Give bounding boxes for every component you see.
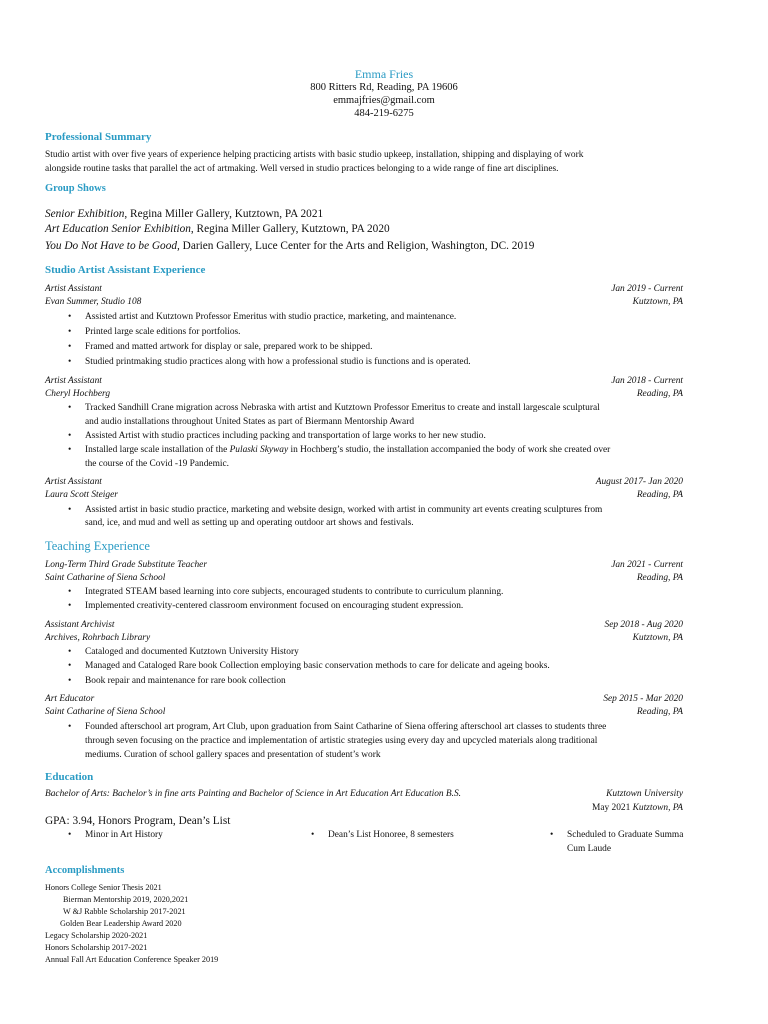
graduation-date: May 2021	[592, 803, 631, 813]
job-employer: Evan Summer, Studio 108	[45, 297, 142, 307]
bullet-text: Assisted artist in basic studio practice, marketing and website design, worked with artist in community art events creating sculptures from	[85, 505, 603, 515]
bullet-icon: •	[68, 327, 72, 337]
job-title: Art Educator	[45, 694, 95, 704]
bullet-text: Dean’s List Honoree, 8 semesters	[328, 830, 454, 840]
job-location: Reading, PA	[636, 490, 683, 500]
bullet-icon: •	[550, 830, 554, 840]
bullet-text: Minor in Art History	[85, 830, 163, 840]
bullet-text-cont: through seven focusing on the practice and implementation of artistic strategies using every day and upcycled materials along traditional	[85, 736, 598, 746]
show-details: Darien Gallery, Luce Center for the Arts and Religion, Washington, DC. 2019	[179, 240, 535, 252]
bullet-text: Book repair and maintenance for rare book collection	[85, 676, 286, 686]
accomplishment-item: Annual Fall Art Education Conference Speaker 2019	[45, 955, 219, 964]
bullet-text-cont: Cum Laude	[567, 844, 612, 854]
bullet-text-cont: and audio installations throughout United States as part of Biermann Mentorship Award	[85, 417, 415, 427]
show-details: , Regina Miller Gallery, Kutztown, PA 2021	[124, 208, 324, 220]
accomplishment-item: Bierman Mentorship 2019, 2020,2021	[63, 895, 189, 904]
show-title: You Do Not Have to be Good,	[45, 240, 180, 252]
bullet-icon: •	[68, 676, 72, 686]
education-heading: Education	[45, 771, 94, 783]
degree: Bachelor of Arts: Bachelor’s in fine arts Painting and Bachelor of Science in Art Education Art Education B.S.	[45, 789, 462, 799]
job-employer: Cheryl Hochberg	[45, 389, 111, 399]
bullet-text: Tracked Sandhill Crane migration across Nebraska with artist and Kutztown Professor Emeritus to create and install largescale sculptural	[85, 403, 600, 413]
accomplishment-item: Honors College Senior Thesis 2021	[45, 883, 162, 892]
school-location: Kutztown, PA	[632, 803, 683, 813]
bullet-icon: •	[68, 722, 72, 732]
accomplishment-item: W &J Rabble Scholarship 2017-2021	[63, 907, 186, 916]
bullet-text-part: Installed large scale installation of the	[85, 445, 230, 455]
show-item	[45, 206, 323, 222]
show-item	[45, 221, 390, 237]
bullet-icon: •	[311, 830, 315, 840]
show-item	[45, 238, 534, 254]
bullet-text: Cataloged and documented Kutztown University History	[85, 647, 299, 657]
summary-line: alongside routine tasks that parallel the act of artmaking. Well versed in studio practices belonging to a wide range of fine art disciplines.	[45, 164, 559, 174]
bullet-icon: •	[68, 342, 72, 352]
bullet-text: Assisted Artist with studio practices including packing and transportation of large works to her new studio.	[85, 431, 486, 441]
group-shows-heading: Group Shows	[45, 183, 106, 194]
job-location: Kutztown, PA	[632, 297, 683, 307]
job-dates: Sep 2018 - Aug 2020	[604, 620, 683, 630]
graduation-line	[592, 801, 683, 816]
accomplishment-item: Legacy Scholarship 2020-2021	[45, 931, 148, 940]
bullet-icon: •	[68, 403, 72, 413]
bullet-text: Integrated STEAM based learning into core subjects, encouraged students to contribute to curriculum planning.	[85, 587, 504, 597]
gpa-line: GPA: 3.94, Honors Program, Dean’s List	[45, 815, 231, 827]
show-details: , Regina Miller Gallery, Kutztown, PA 2020	[190, 223, 390, 235]
job-title: Assistant Archivist	[45, 620, 115, 630]
bullet-icon: •	[68, 601, 72, 611]
address: 800 Ritters Rd, Reading, PA 19606	[310, 82, 458, 93]
email: emmajfries@gmail.com	[333, 95, 435, 106]
bullet-icon: •	[68, 357, 72, 367]
show-title: Senior Exhibition	[45, 208, 125, 220]
bullet-icon: •	[68, 431, 72, 441]
bullet-text: Founded afterschool art program, Art Club, upon graduation from Saint Catharine of Siena offering afterschool art classes to students three	[85, 722, 607, 732]
bullet-icon: •	[68, 647, 72, 657]
bullet-icon: •	[68, 830, 72, 840]
bullet-text: Printed large scale editions for portfolios.	[85, 327, 241, 337]
resume-name: Emma Fries	[354, 67, 414, 81]
accomplishment-item: Golden Bear Leadership Award 2020	[60, 919, 182, 928]
bullet-text-cont: the course of the Covid -19 Pandemic.	[85, 459, 229, 469]
bullet-text: Assisted artist and Kutztown Professor Emeritus with studio practice, marketing, and maintenance.	[85, 312, 457, 322]
job-location: Reading, PA	[636, 573, 683, 583]
job-dates: Sep 2015 - Mar 2020	[603, 694, 683, 704]
bullet-icon: •	[68, 445, 72, 455]
job-employer: Laura Scott Steiger	[45, 490, 118, 500]
job-dates: Jan 2019 - Current	[611, 284, 683, 294]
accomplishments-heading: Accomplishments	[45, 865, 125, 876]
job-employer: Archives, Rohrbach Library	[45, 633, 151, 643]
job-title: Artist Assistant	[45, 284, 102, 294]
job-location: Kutztown, PA	[632, 633, 683, 643]
job-location: Reading, PA	[636, 707, 683, 717]
bullet-icon: •	[68, 587, 72, 597]
bullet-text: Scheduled to Graduate Summa	[567, 830, 684, 840]
bullet-text: Studied printmaking studio practices along with how a professional studio is functions and is operated.	[85, 357, 471, 367]
job-dates: Jan 2021 - Current	[611, 560, 683, 570]
bullet-text-cont: mediums. Curation of school gallery spaces and presentation of student’s work	[85, 750, 381, 760]
artwork-title: Pulaski Skyway	[229, 445, 289, 455]
bullet-icon: •	[68, 312, 72, 322]
show-title: Art Education Senior Exhibition	[45, 223, 191, 235]
bullet-text-cont: sand, ice, and mud and well as setting up and operating outdoor art shows and festivals.	[85, 518, 414, 528]
bullet-text: Implemented creativity-centered classroom environment focused on encouraging student expression.	[85, 601, 464, 611]
job-dates: August 2017- Jan 2020	[595, 477, 683, 487]
studio-heading: Studio Artist Assistant Experience	[45, 264, 206, 276]
summary-heading: Professional Summary	[45, 131, 152, 143]
job-title: Long-Term Third Grade Substitute Teacher	[45, 560, 207, 570]
bullet-icon: •	[68, 661, 72, 671]
job-title: Artist Assistant	[45, 376, 102, 386]
job-title: Artist Assistant	[45, 477, 102, 487]
job-dates: Jan 2018 - Current	[611, 376, 683, 386]
summary-line: Studio artist with over five years of experience helping practicing artists with basic studio upkeep, installation, shipping and displaying of work	[45, 150, 584, 160]
job-employer: Saint Catharine of Siena School	[45, 573, 166, 583]
bullet-text	[85, 443, 610, 458]
school-name: Kutztown University	[606, 789, 683, 799]
bullet-text-part: in Hochberg’s studio, the installation accompanied the body of work she created over	[288, 445, 611, 455]
bullet-text: Framed and matted artwork for display or sale, prepared work to be shipped.	[85, 342, 373, 352]
phone: 484-219-6275	[354, 108, 414, 119]
job-location: Reading, PA	[636, 389, 683, 399]
job-employer: Saint Catharine of Siena School	[45, 707, 166, 717]
accomplishment-item: Honors Scholarship 2017-2021	[45, 943, 148, 952]
teaching-heading: Teaching Experience	[45, 539, 150, 553]
bullet-text: Managed and Cataloged Rare book Collection employing basic conservation methods to care for delicate and ageing books.	[85, 661, 550, 671]
bullet-icon: •	[68, 505, 72, 515]
